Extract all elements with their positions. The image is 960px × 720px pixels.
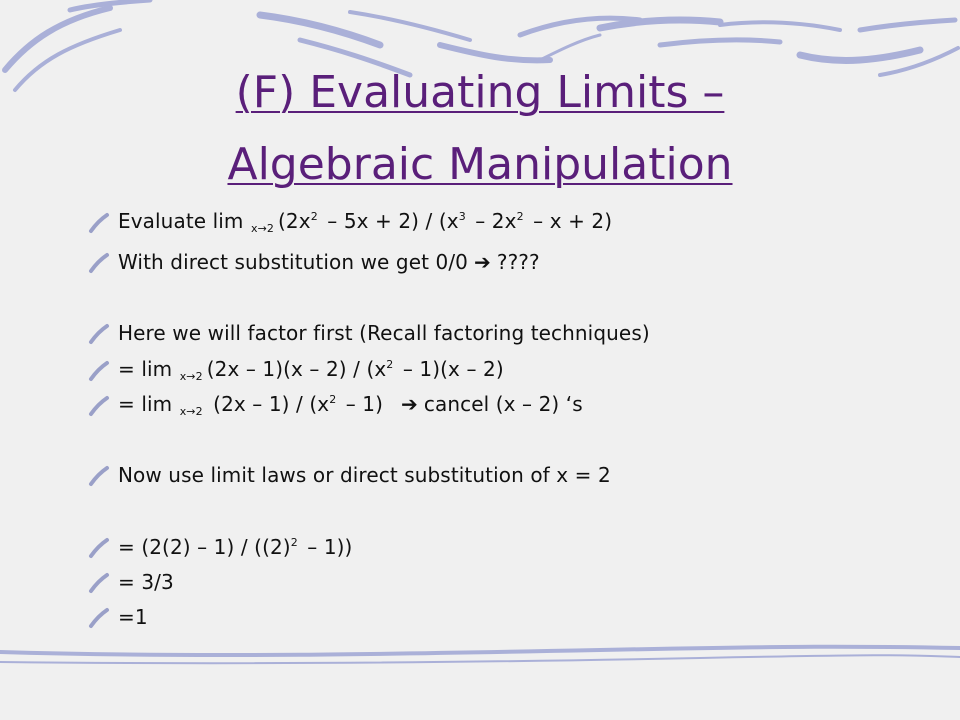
item-text: = $(2(2) - 1) / ((2)^2 - 1)$) [118, 535, 353, 559]
leaf-stroke-icon [88, 395, 110, 417]
list-item [88, 318, 650, 348]
item-text: Evaluate lim $_{x\to 2}$ $(2x^2 - 5x + 2) / (x^3 - 2x^2 - x + 2)$ [118, 209, 613, 235]
leaf-stroke-icon [88, 212, 110, 234]
item-text: = lim $_{x\to 2}$ $(2x - 1) / (x^2 - 1)$ ➔ cancel (x – 2) ‘s [118, 392, 583, 418]
slide-title-line2: Algebraic Manipulation [227, 139, 733, 190]
leaf-stroke-icon [88, 323, 110, 345]
leaf-stroke-icon [88, 360, 110, 382]
leaf-stroke-icon [88, 607, 110, 629]
list-item [88, 567, 174, 597]
arrow-right-icon: ➔ [474, 250, 491, 274]
item-text: Now use limit laws or direct substitution of x = 2 [118, 463, 611, 487]
item-text: Here we will factor first (Recall factoring techniques) [118, 321, 650, 345]
slide-title-line1: (F) Evaluating Limits – [235, 67, 725, 118]
item-text: = lim $_{x\to 2}$ $(2x - 1)(x - 2) / (x^2 - 1)(x - 2)$ [118, 357, 504, 383]
leaf-stroke-icon [88, 572, 110, 594]
list-item [88, 390, 583, 420]
item-text: = 3/3 [118, 570, 174, 594]
list-item [88, 355, 504, 385]
leaf-stroke-icon [88, 252, 110, 274]
list-item [88, 247, 540, 277]
arrow-right-icon: ➔ [401, 392, 418, 416]
list-item [88, 207, 612, 237]
item-text: =1 [118, 605, 148, 629]
list-item [88, 460, 611, 490]
item-text: With direct substitution we get 0/0 ➔ ???? [118, 250, 540, 274]
list-item [88, 532, 352, 562]
leaf-stroke-icon [88, 537, 110, 559]
leaf-stroke-icon [88, 465, 110, 487]
list-item [88, 602, 148, 632]
